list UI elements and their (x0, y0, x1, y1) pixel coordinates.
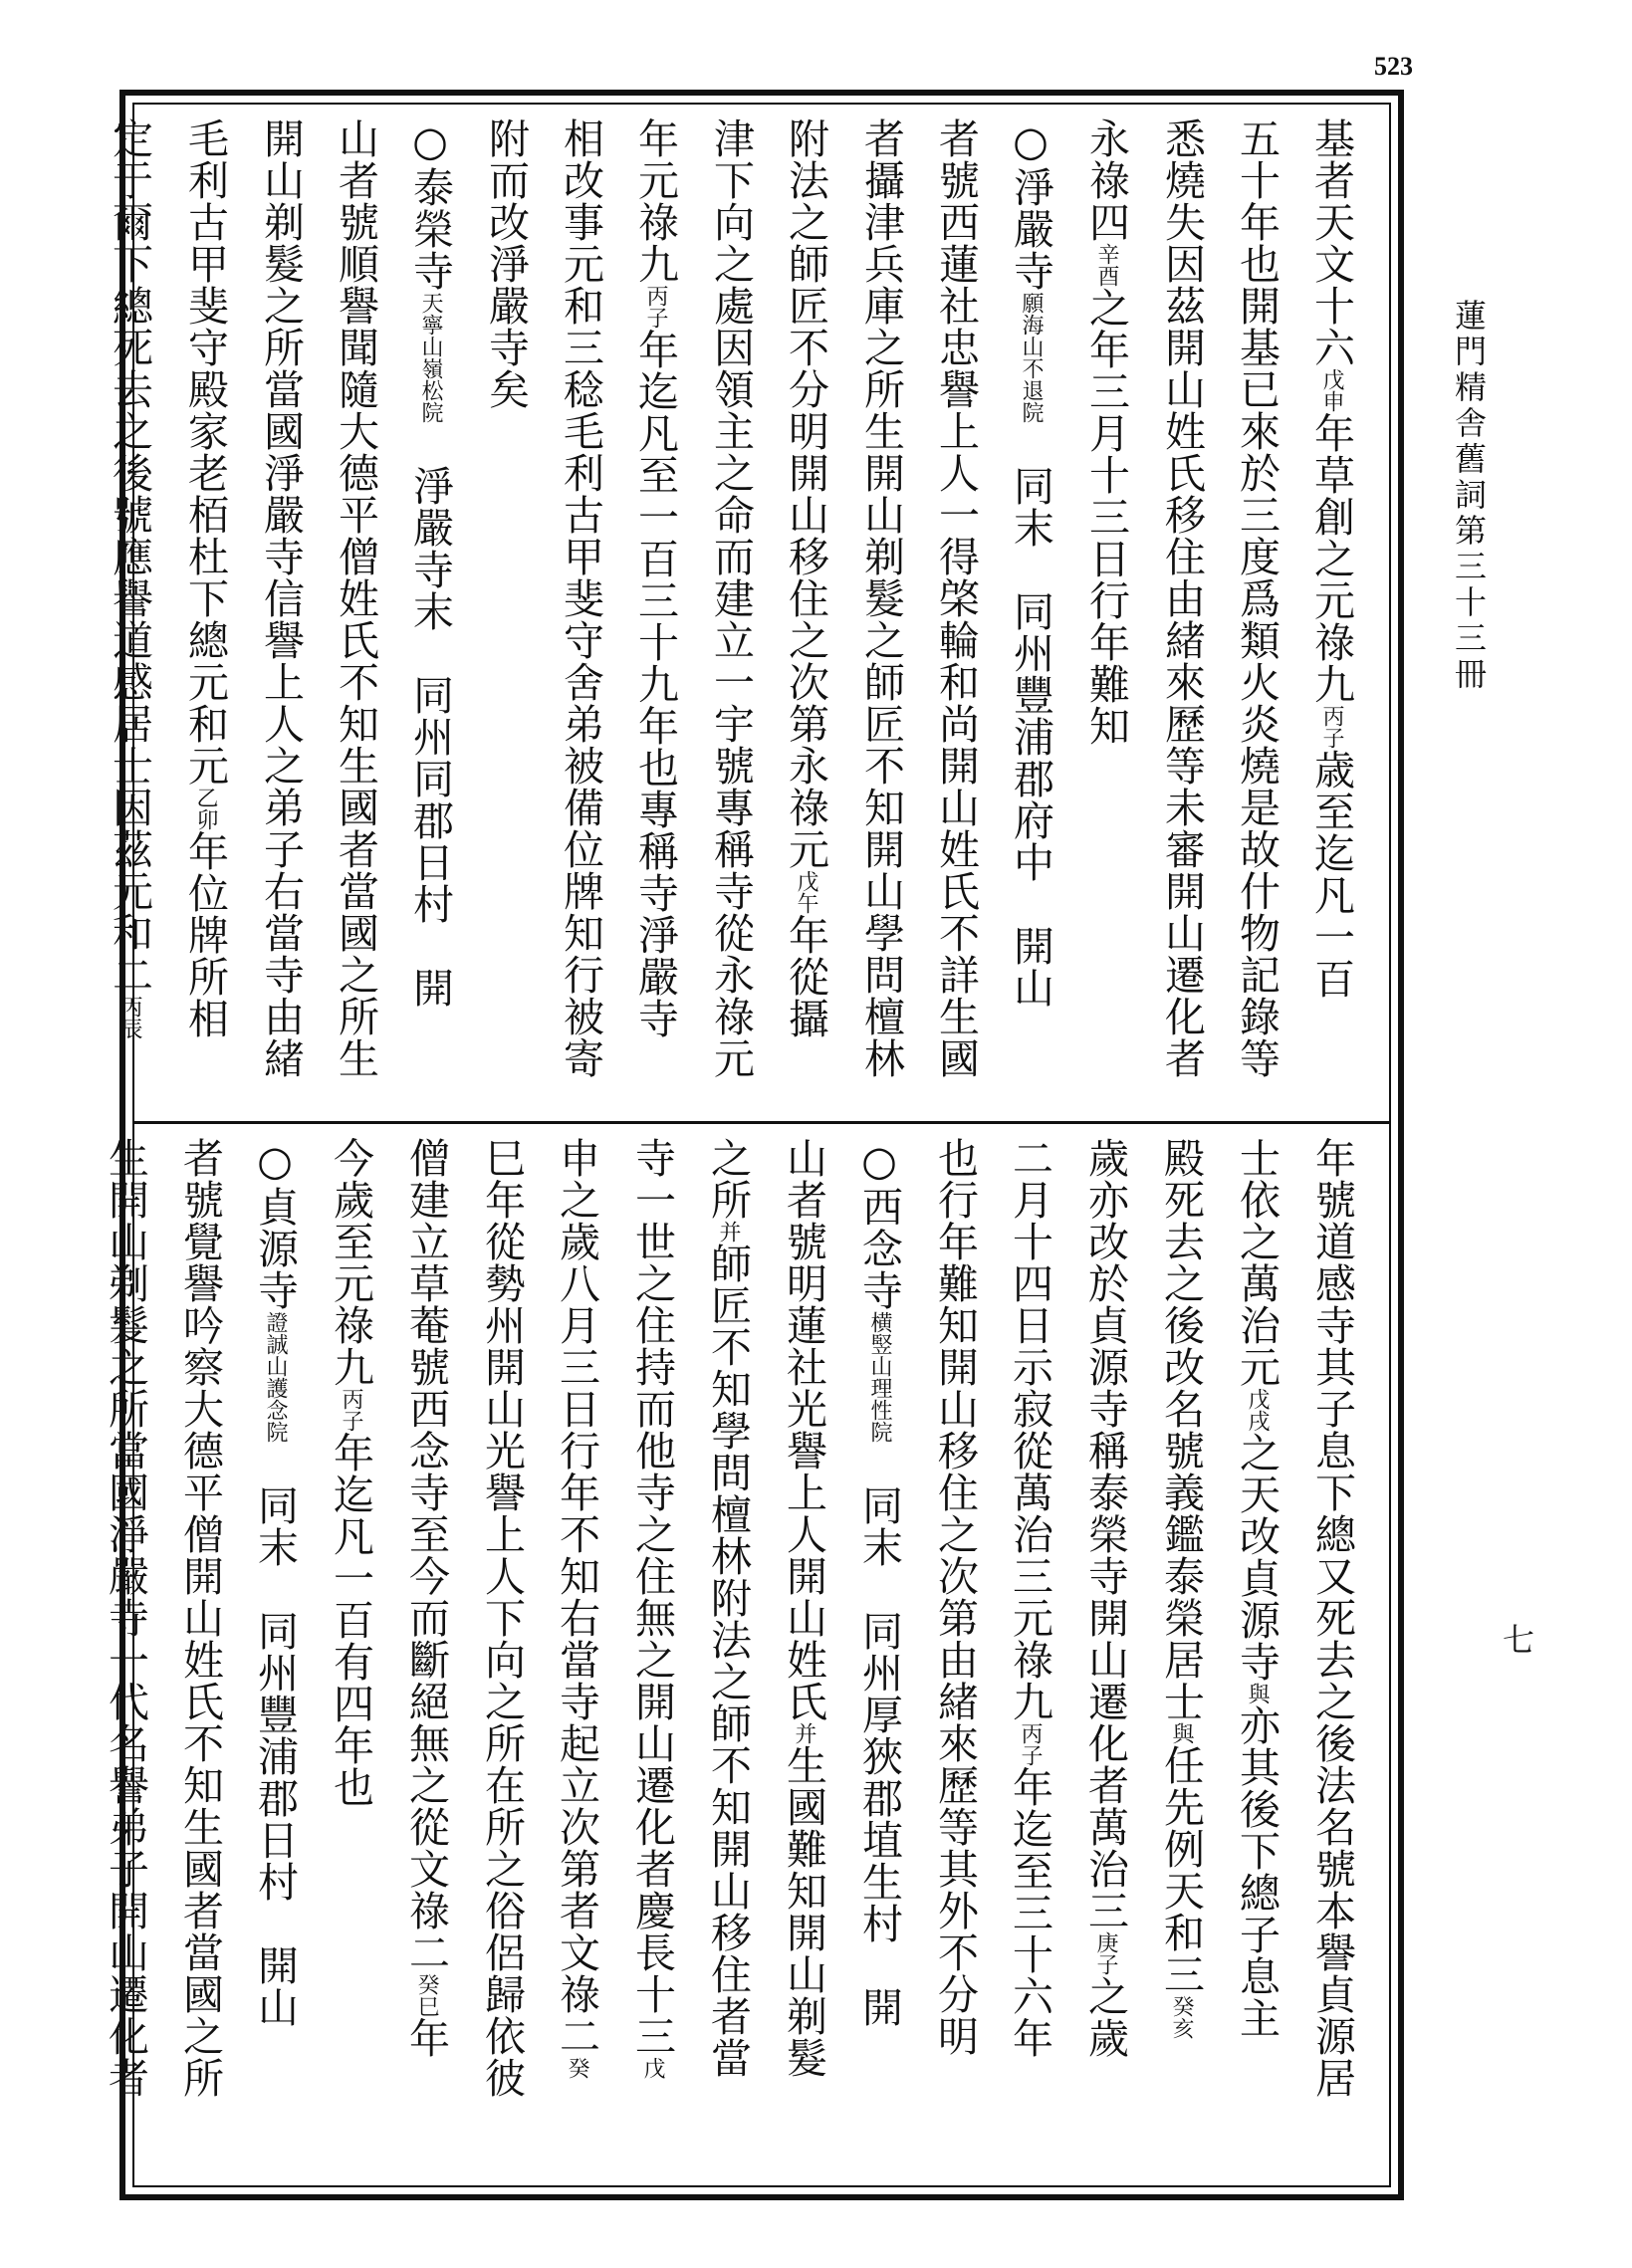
column-text: ○泰榮寺 (406, 117, 454, 292)
top-text-block (106, 117, 1369, 1103)
column-text: 申 (553, 1137, 600, 1179)
column-text: 同末 同州厚狹郡埴生村 開 (855, 1443, 903, 2028)
column-text: 亦其後下總子息主 (1233, 1704, 1281, 2039)
text-column (392, 117, 468, 1103)
column-text: 毛利古甲斐守殿家老栢杜下總元和元 (181, 117, 229, 787)
text-column (539, 1137, 614, 2172)
text-column (1067, 1137, 1143, 2172)
column-text: 生國難知開山剃髮 (780, 1744, 827, 2079)
text-column (243, 117, 318, 1103)
text-column (992, 1137, 1067, 2172)
column-text: 之天改貞源寺 (1233, 1432, 1281, 1683)
bottom-columns (102, 1137, 1369, 2172)
column-text: ○淨嚴寺 (1007, 117, 1054, 292)
column-text: 歳至迄凡一百 (1307, 749, 1355, 1000)
text-column (1294, 1137, 1369, 2172)
column-text: 年迄至三十六年 (1006, 1766, 1053, 2059)
column-text: 基者天文十六 (1307, 117, 1355, 368)
column-text: 相改事元和三稔毛利古甲斐守舍弟被備位牌知行被寄 (557, 117, 604, 1079)
running-header: 蓮門精舎舊詞第三十三冊 (1450, 299, 1488, 693)
column-text: 五十年也開基已來於三度爲類火炎燒是故什物記錄等 (1233, 117, 1281, 1079)
bottom-text-block (102, 1137, 1369, 2172)
column-text: 生開山剃髮之所當國淨嚴寺一代名譽弟子開山遷化者 (102, 1137, 149, 2099)
text-column (464, 1137, 539, 2172)
text-column (543, 117, 617, 1103)
text-column (918, 117, 993, 1103)
column-text: 之年三月十三日行年難知 (1082, 287, 1130, 747)
text-column (167, 117, 243, 1103)
column-text: 同末 同州豐浦郡府中 開山 (1007, 423, 1054, 1009)
annotation-note: 丙子 (339, 1388, 363, 1432)
text-column (162, 1137, 237, 2172)
column-text: 師匠不知學問檀林附法之師不知開山移住者當 (704, 1243, 752, 2079)
folio-number: 七 (1498, 1623, 1535, 1655)
column-text: 山者號明蓮社光譽上人開山姓氏 (780, 1137, 827, 1722)
annotation-note: 丙子 (643, 285, 668, 329)
annotation-note: 戊午 (794, 870, 818, 914)
annotation-note: 癸亥 (1169, 1995, 1194, 2039)
text-column (841, 1137, 917, 2172)
column-text: 開山剃髮之所當國淨嚴寺信譽上人之弟子右當寺由緒 (257, 117, 305, 1079)
text-column (917, 1137, 992, 2172)
column-text: 今歲至元祿九 (327, 1137, 374, 1388)
column-text: 者號西蓮社忠譽上人一得棨輪和尚開山姓氏不詳生國 (932, 117, 980, 1079)
text-column (388, 1137, 464, 2172)
text-column (614, 1137, 690, 2172)
column-text: 之歲 (1081, 1975, 1129, 2059)
column-text: 年迄凡至一百三十九年也專稱寺淨嚴寺 (631, 329, 679, 1039)
column-text: 淨嚴寺末 同州同郡日村 開 (406, 423, 454, 1009)
annotation-note: 乙卯 (193, 787, 218, 830)
column-text: 者號覺譽吟察大德平僧開山姓氏不知生國者當國之所 (176, 1137, 224, 2099)
column-text: 僧建立草菴號西念寺至今而斷絕無之從文祿二 (402, 1137, 450, 1973)
column-text: 也行年難知開山移住之次第由緒來歷等其外不分明 (931, 1137, 979, 2057)
annotation-note: 丙辰 (117, 996, 142, 1039)
annotation-note: 辛酉 (1094, 243, 1119, 287)
annotation-note: 戊 (640, 2057, 665, 2079)
text-column (237, 1137, 313, 2172)
annotation-note: 庚子 (1093, 1931, 1118, 1975)
annotation-note: 戊戌 (1245, 1388, 1270, 1432)
column-text: 附而改淨嚴寺矣 (482, 117, 530, 410)
annotation-note: 癸 (565, 2057, 589, 2079)
text-column (92, 117, 167, 1103)
text-column (1219, 117, 1293, 1103)
column-text: 歲亦改於貞源寺稱泰榮寺開山遷化者萬治三 (1081, 1137, 1129, 1931)
annotation-note: 丙子 (1319, 705, 1344, 749)
text-column (690, 1137, 766, 2172)
annotation-note: 丙子 (1018, 1722, 1043, 1766)
text-column (313, 1137, 388, 2172)
annotation-note: 願海山不退院 (1019, 292, 1044, 423)
annotation-note: 證誠山護念院 (263, 1311, 288, 1443)
column-text: 年號道感寺其子息下總又死去之後法名號本譽貞源居 (1308, 1137, 1356, 2099)
annotation-note: 并 (716, 1221, 741, 1243)
annotation-note: 并 (792, 1722, 816, 1744)
column-text: 任先例天和三 (1157, 1744, 1205, 1995)
text-column (1144, 117, 1219, 1103)
text-column (766, 1137, 841, 2172)
text-column (843, 117, 918, 1103)
annotation-note: 天寧山嶺松院 (418, 292, 443, 423)
column-text: 士依之萬治元 (1233, 1137, 1281, 1388)
annotation-note: 戊申 (1319, 368, 1344, 412)
column-text: 年 (402, 2017, 450, 2059)
annotation-note: 與 (1245, 1683, 1270, 1704)
column-text: 永祿四 (1082, 117, 1130, 243)
column-text: 山者號順譽聞隨大德平僧姓氏不知生國者當國之所生 (332, 117, 379, 1079)
column-text: 定于爾下總死去之後號應譽道感居士因茲元和二 (106, 117, 153, 996)
column-text: ○西念寺 (855, 1137, 903, 1311)
annotation-note: 横竪山理性院 (867, 1311, 892, 1443)
top-columns (106, 117, 1369, 1103)
column-text: 之歲八月三日行年不知右當寺起立次第者文祿二 (553, 1179, 600, 2057)
section-divider (132, 1121, 1391, 1124)
column-text: 年草創之元祿九 (1307, 412, 1355, 705)
column-text: 津下向之處因領主之命而建立一宇號專稱寺從永祿元 (707, 117, 755, 1079)
column-text: 附法之師匠不分明開山移住之次第永祿元 (782, 117, 829, 870)
annotation-note: 癸巳 (414, 1973, 439, 2017)
text-column (1219, 1137, 1294, 2172)
column-text: 悉燒失因茲開山姓氏移住由緒來歷等未審開山遷化者 (1158, 117, 1206, 1079)
text-column (468, 117, 543, 1103)
text-column (993, 117, 1068, 1103)
column-text: 年元祿九 (631, 117, 679, 285)
text-column (693, 117, 768, 1103)
annotation-note: 與 (1169, 1722, 1194, 1744)
column-text: ○貞源寺 (251, 1137, 299, 1311)
column-text: 殿死去之後改名號義鑑泰榮居士 (1157, 1137, 1205, 1722)
column-text: 者攝津兵庫之所生開山剃髮之師匠不知開山學問檀林 (857, 117, 905, 1079)
column-text: 寺一世之住持而他寺之住無之開山遷化者慶長十三 (628, 1137, 676, 2057)
column-text: 年從勢州開山光譽上人下向之所在所之俗侶歸依彼 (478, 1179, 526, 2099)
column-text: 同末 同州豐浦郡日村 開山 (251, 1443, 299, 2028)
column-text: 巳 (478, 1137, 526, 1179)
page-number: 523 (1374, 52, 1413, 81)
text-column (768, 117, 843, 1103)
text-column (1293, 117, 1369, 1103)
column-text: 二月十四日示寂從萬治三元祿九 (1006, 1137, 1053, 1722)
text-column (318, 117, 392, 1103)
text-column (1143, 1137, 1219, 2172)
column-text: 年位牌所相 (181, 830, 229, 1039)
column-text: 年迄凡一百有四年也 (327, 1432, 374, 1808)
text-column (88, 1137, 162, 2172)
column-text: 之所 (704, 1137, 752, 1221)
text-column (1068, 117, 1144, 1103)
text-column (617, 117, 693, 1103)
column-text: 年從攝 (782, 914, 829, 1039)
